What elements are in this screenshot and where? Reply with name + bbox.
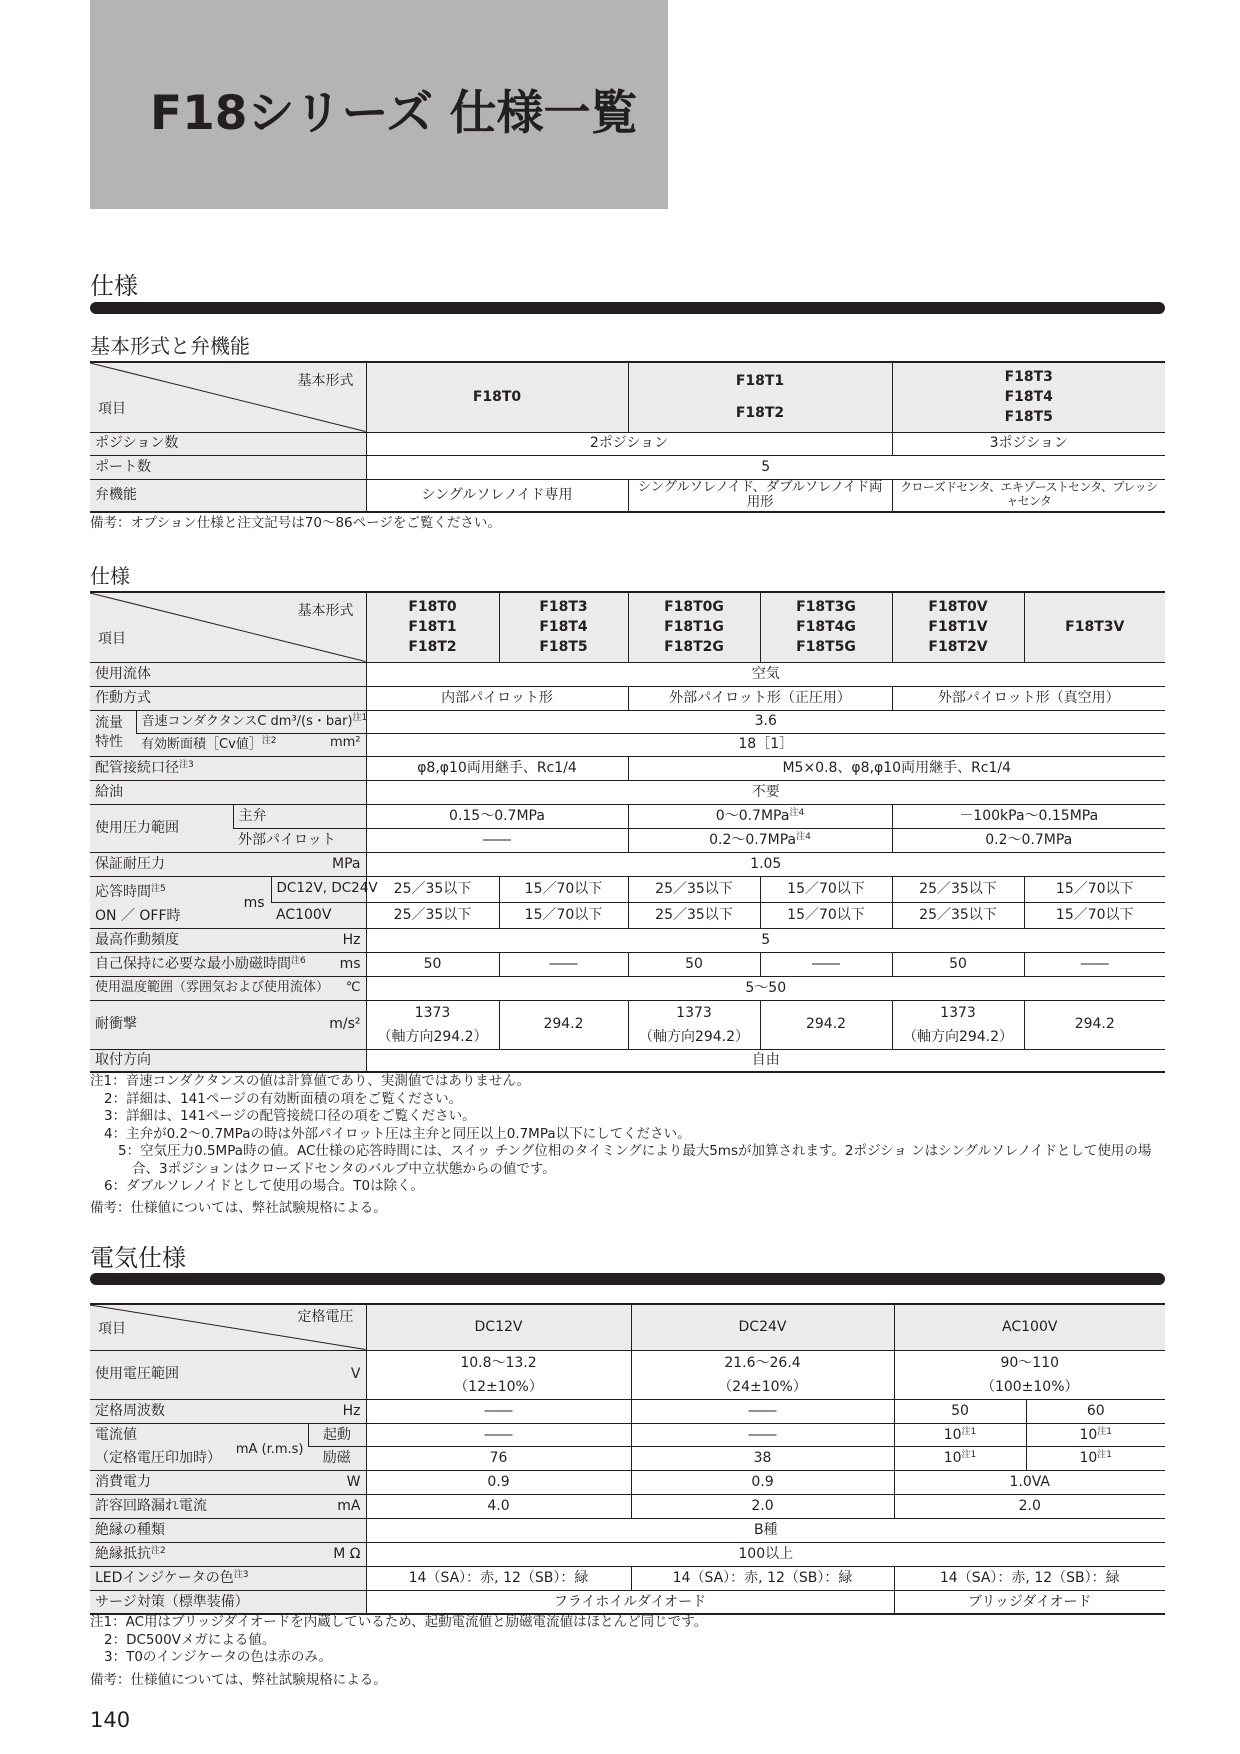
table-row — [90, 1399, 1165, 1423]
row-label: 配管接続口径$^{注3}$ — [90, 756, 366, 780]
cell: 294.2 — [1024, 1000, 1165, 1049]
table-row — [90, 1590, 1165, 1614]
table-row — [90, 432, 1165, 455]
cell: 5 — [366, 928, 1165, 952]
cell: 1373 （軸方向294.2） — [892, 1000, 1024, 1049]
cell: フライホイルダイオード — [366, 1590, 894, 1614]
section-rule — [90, 302, 1165, 314]
cell: 10$^{注1}$ — [1026, 1447, 1165, 1471]
table-row — [90, 686, 1165, 710]
cell: ―― — [366, 828, 628, 852]
cell: 15／70以下 — [760, 902, 892, 928]
section-heading-spec: 仕様 — [90, 272, 138, 300]
column-head: DC12V — [366, 1304, 631, 1350]
cell: 5～50 — [366, 976, 1165, 1000]
cell: 0.2～0.7MPa — [892, 828, 1165, 852]
cell: 3.6 — [366, 710, 1165, 733]
cell: 不要 — [366, 780, 1165, 804]
basic-form-table — [90, 361, 1165, 513]
cell: シングルソレノイド専用 — [366, 479, 628, 512]
footnote: 6：ダブルソレノイドとして使用の場合。T0は除く。 — [104, 1178, 424, 1194]
cell: 自由 — [366, 1049, 1165, 1072]
table-row — [90, 479, 1165, 512]
column-head: F18T0V F18T1V F18T2V — [892, 592, 1024, 662]
cell: －100kPa～0.15MPa — [892, 804, 1165, 828]
cell: 2.0 — [631, 1494, 894, 1518]
cell: 2.0 — [894, 1494, 1165, 1518]
table-row — [90, 952, 1165, 976]
cell: ブリッジダイオード — [894, 1590, 1165, 1614]
footnote: 3：詳細は、141ページの配管接続口径の項をご覧ください。 — [104, 1108, 476, 1124]
row-label: 給油 — [90, 780, 366, 804]
cell: 内部パイロット形 — [366, 686, 628, 710]
row-label: サージ対策（標準装備） — [90, 1590, 366, 1614]
row-label: ポート数 — [90, 455, 366, 479]
row-label: 電流値 （定格電圧印加時） mA (r.m.s) — [90, 1423, 308, 1470]
cell: 1.05 — [366, 852, 1165, 876]
row-label: 保証耐圧力 MPa — [90, 852, 366, 876]
footnote: 4：主弁が0.2～0.7MPaの時は外部パイロット圧は主弁と同圧以上0.7MPa以下にしてください。 — [104, 1125, 691, 1142]
notes-elec — [90, 1614, 1165, 1689]
cell: 3ポジション — [892, 432, 1165, 455]
page-title: F18シリーズ 仕様一覧 — [150, 86, 638, 141]
row-label: 使用電圧範囲 V — [90, 1350, 366, 1399]
table-row — [90, 876, 1165, 902]
cell: 25／35以下 — [628, 902, 760, 928]
row-label: 起動 — [308, 1423, 366, 1447]
footnote: 3：T0のインジケータの色は赤のみ。 — [104, 1649, 333, 1665]
column-head: F18T1 F18T2 — [628, 362, 892, 432]
cell: ―― — [631, 1399, 894, 1423]
table-row — [90, 1566, 1165, 1590]
corner-top-label: 定格電圧 — [297, 1309, 354, 1325]
row-label: 取付方向 — [90, 1049, 366, 1072]
corner-cell — [90, 1304, 366, 1350]
row-label: 自己保持に必要な最小励磁時間$^{注6}$ ms — [90, 952, 366, 976]
cell: 25／35以下 — [892, 902, 1024, 928]
cell: 10$^{注1}$ — [894, 1423, 1026, 1447]
table-row — [90, 1049, 1165, 1072]
cell: 25／35以下 — [366, 876, 499, 902]
column-head: F18T3 F18T4 F18T5 — [499, 592, 628, 662]
column-head: F18T0G F18T1G F18T2G — [628, 592, 760, 662]
row-label: 絶縁抵抗$^{注2}$ M Ω — [90, 1542, 366, 1566]
cell: 38 — [631, 1447, 894, 1471]
cell: 5 — [366, 455, 1165, 479]
row-label: 使用温度範囲（雰囲気および使用流体） ℃ — [90, 976, 366, 1000]
row-label: 励磁 — [308, 1447, 366, 1471]
cell: 50 — [892, 952, 1024, 976]
column-head: F18T0 — [366, 362, 628, 432]
cell: 294.2 — [499, 1000, 628, 1049]
cell: 294.2 — [760, 1000, 892, 1049]
row-label: 使用流体 — [90, 662, 366, 686]
footnote: 注1：音速コンダクタンスの値は計算値であり、実測値ではありません。 — [90, 1073, 531, 1089]
cell: ―― — [366, 1399, 631, 1423]
cell: ―― — [1024, 952, 1165, 976]
column-head: DC24V — [631, 1304, 894, 1350]
cell: 1373 （軸方向294.2） — [366, 1000, 499, 1049]
table-row — [90, 733, 1165, 756]
cell: 90～110 （100±10%） — [894, 1350, 1165, 1399]
row-label: ポジション数 — [90, 432, 366, 455]
table-row — [90, 1518, 1165, 1542]
cell: 15／70以下 — [499, 876, 628, 902]
cell: 0.2～0.7MPa$^{注4}$ — [628, 828, 892, 852]
notes-spec — [90, 1073, 1165, 1217]
row-label: 音速コンダクタンスC dm³/(s・bar)$^{注1}$ — [136, 710, 366, 733]
row-label: AC100V — [271, 902, 366, 928]
row-label: 絶縁の種類 — [90, 1518, 366, 1542]
cell: 25／35以下 — [366, 902, 499, 928]
column-head: F18T3V — [1024, 592, 1165, 662]
title-block — [90, 0, 668, 209]
table-row — [90, 1470, 1165, 1494]
table-row — [90, 662, 1165, 686]
table-row — [90, 756, 1165, 780]
cell: ―― — [631, 1423, 894, 1447]
table-row — [90, 455, 1165, 479]
footnote: 2：DC500Vメガによる値。 — [104, 1631, 276, 1648]
cell: シングルソレノイド、ダブルソレノイド両用形 — [628, 479, 892, 512]
cell: 76 — [366, 1447, 631, 1471]
row-label: 弁機能 — [90, 479, 366, 512]
table-row — [90, 828, 1165, 852]
remark-spec: 備考：仕様値については、弊社試験規格による。 — [90, 1199, 387, 1216]
cell: ―― — [499, 952, 628, 976]
electrical-spec-table — [90, 1303, 1165, 1615]
cell: 外部パイロット形（正圧用） — [628, 686, 892, 710]
cell: 14（SA）：赤, 12（SB）：緑 — [894, 1566, 1165, 1590]
table-row — [90, 928, 1165, 952]
cell: 10.8～13.2 （12±10%） — [366, 1350, 631, 1399]
cell: 15／70以下 — [760, 876, 892, 902]
row-label: 有効断面積［Cv値］$^{注2}$ mm² — [136, 733, 366, 756]
corner-cell — [90, 362, 366, 432]
cell: 1373 （軸方向294.2） — [628, 1000, 760, 1049]
footnote: 注1：AC用はブリッジダイオードを内蔵しているため、起動電流値と励磁電流値はほとんど同じです。 — [90, 1614, 708, 1630]
table-row — [90, 780, 1165, 804]
cell: 0.15～0.7MPa — [366, 804, 628, 828]
table-row — [90, 710, 1165, 733]
cell: 18［1］ — [366, 733, 1165, 756]
column-head: F18T3 F18T4 F18T5 — [892, 362, 1165, 432]
table-row — [90, 1423, 1165, 1447]
row-label: 耐衝撃 m/s² — [90, 1000, 366, 1049]
table-row — [90, 1000, 1165, 1049]
cell: 0.9 — [366, 1470, 631, 1494]
corner-bottom-label: 項目 — [98, 401, 126, 418]
row-label: 最高作動頻度 Hz — [90, 928, 366, 952]
cell: 15／70以下 — [499, 902, 628, 928]
remark-elec: 備考：仕様値については、弊社試験規格による。 — [90, 1671, 387, 1688]
corner-bottom-label: 項目 — [98, 631, 126, 648]
corner-top-label: 基本形式 — [297, 373, 354, 389]
cell: ―― — [760, 952, 892, 976]
table-row — [90, 1542, 1165, 1566]
subsection-basic: 基本形式と弁機能 — [90, 334, 250, 358]
cell: 100以上 — [366, 1542, 1165, 1566]
column-head: AC100V — [894, 1304, 1165, 1350]
spec-table — [90, 591, 1165, 1073]
table-row — [90, 1494, 1165, 1518]
cell: 25／35以下 — [628, 876, 760, 902]
row-label: 応答時間$^{注5}$ ON ／ OFF時 ms — [90, 876, 271, 928]
row-label: 使用圧力範囲 — [90, 804, 233, 852]
cell: M5×0.8、φ8,φ10両用継手、Rc1/4 — [628, 756, 1165, 780]
row-label: 外部パイロット — [233, 828, 366, 852]
cell: 50 — [628, 952, 760, 976]
row-label: 定格周波数 Hz — [90, 1399, 366, 1423]
cell: 14（SA）：赤, 12（SB）：緑 — [631, 1566, 894, 1590]
cell: φ8,φ10両用継手、Rc1/4 — [366, 756, 628, 780]
cell: 50 — [366, 952, 499, 976]
corner-cell — [90, 592, 366, 662]
table-row — [90, 804, 1165, 828]
footnote: 2：詳細は、141ページの有効断面積の項をご覧ください。 — [104, 1090, 463, 1107]
cell: ―― — [366, 1423, 631, 1447]
row-label: DC12V, DC24V — [271, 876, 366, 902]
cell: 0～0.7MPa$^{注4}$ — [628, 804, 892, 828]
table-row — [90, 976, 1165, 1000]
page-number: 140 — [90, 1708, 131, 1732]
cell: B種 — [366, 1518, 1165, 1542]
table-row — [90, 852, 1165, 876]
cell: 4.0 — [366, 1494, 631, 1518]
footnote: 5：空気圧力0.5MPa時の値。AC仕様の応答時間には、スイッ チング位相のタイミングにより最大5msが加算されます。2ポジショ ンはシングルソレノイドとして使用の場合、3ポジションはクローズドセンタのバルブ中立状態からの値です。 — [118, 1143, 1152, 1177]
cell: 1.0VA — [894, 1470, 1165, 1494]
column-head: F18T3G F18T4G F18T5G — [760, 592, 892, 662]
cell: 60 — [1026, 1399, 1165, 1423]
cell: 2ポジション — [366, 432, 892, 455]
cell: 10$^{注1}$ — [1026, 1423, 1165, 1447]
cell: 14（SA）：赤, 12（SB）：緑 — [366, 1566, 631, 1590]
section-rule — [90, 1273, 1165, 1285]
corner-bottom-label: 項目 — [98, 1321, 126, 1338]
cell: 21.6～26.4 （24±10%） — [631, 1350, 894, 1399]
cell: 空気 — [366, 662, 1165, 686]
cell: 15／70以下 — [1024, 876, 1165, 902]
cell: クローズドセンタ、エキゾーストセンタ、プレッシャセンタ — [892, 479, 1165, 512]
cell: 10$^{注1}$ — [894, 1447, 1026, 1471]
column-head: F18T0 F18T1 F18T2 — [366, 592, 499, 662]
table-row — [90, 1350, 1165, 1399]
row-label: LEDインジケータの色$^{注3}$ — [90, 1566, 366, 1590]
row-label: 消費電力 W — [90, 1470, 366, 1494]
subsection-spec: 仕様 — [90, 564, 130, 588]
row-label: 流量 特性 — [90, 710, 136, 756]
row-label: 作動方式 — [90, 686, 366, 710]
cell: 0.9 — [631, 1470, 894, 1494]
corner-top-label: 基本形式 — [297, 603, 354, 619]
cell: 50 — [894, 1399, 1026, 1423]
cell: 外部パイロット形（真空用） — [892, 686, 1165, 710]
section-heading-elec: 電気仕様 — [90, 1244, 186, 1272]
row-label: 許容回路漏れ電流 mA — [90, 1494, 366, 1518]
row-label: 主弁 — [233, 804, 366, 828]
remark-basic: 備考：オプション仕様と注文記号は70～86ページをご覧ください。 — [90, 515, 501, 531]
cell: 25／35以下 — [892, 876, 1024, 902]
cell: 15／70以下 — [1024, 902, 1165, 928]
